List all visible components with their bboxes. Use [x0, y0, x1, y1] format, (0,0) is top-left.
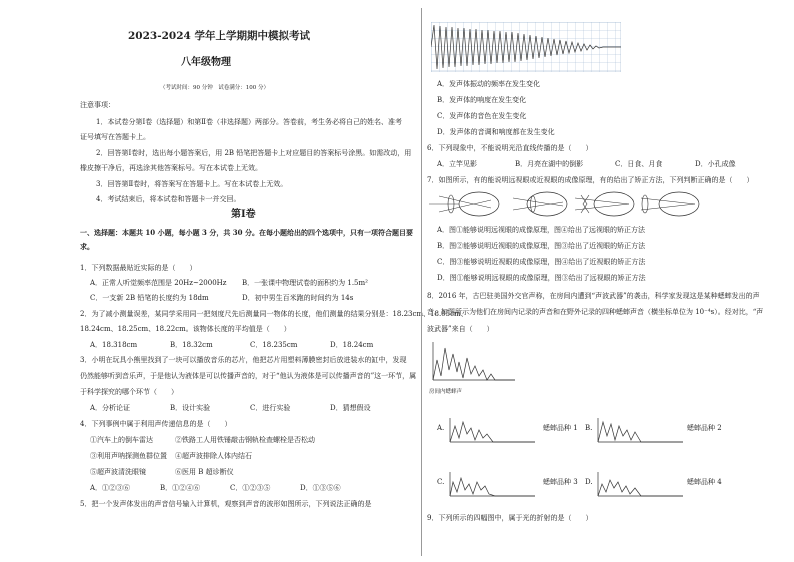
question-stem: 8．2016 年，古巴驻美国外交官声称，在房间内遭到“声波武器”的袭击，科学家发现这是某种蟋蟀发出的声 — [427, 292, 760, 300]
cricket-label: 蟋蟀品种 1 — [543, 424, 578, 432]
option: B．月亮在湖中的倒影 — [515, 160, 584, 168]
option: A．正常人听觉频率范围是 20Hz~2000Hz — [90, 279, 227, 287]
option: C．日食、月食 — [615, 160, 663, 168]
option: B．18.32cm — [170, 341, 213, 349]
room-cricket-label: 房间内蟋蟀声 — [429, 389, 463, 395]
question-stem: 于科学探究的哪个环节（ ） — [80, 388, 178, 396]
question-stem: 9．下列所示的四幅图中，属于光的折射的是（ ） — [427, 514, 593, 522]
note-line: 证号填写在答题卡上。 — [80, 133, 150, 141]
question-stem: 7．如图所示，有的能说明远视眼或近视眼的成像原理，有的给出了矫正方法，下列判断正确的是（ ） — [427, 176, 754, 184]
note-line: 3．回答第Ⅱ卷时，将答案写在答题卡上。写在本试卷上无效。 — [96, 180, 288, 188]
option: D．发声体的音调和响度都在发生变化 — [437, 128, 555, 136]
note-line: 1．本试卷分第Ⅰ卷（选择题）和第Ⅱ卷（非选择题）两部分。答卷前，考生务必将自己的姓名、准考 — [96, 118, 402, 126]
option: D．图①能够说明远视眼的成像原理，图③给出了远视眼的矫正方法 — [437, 274, 646, 282]
eye-diagram-4 — [641, 192, 699, 216]
sound-waveform-figure — [431, 22, 621, 72]
section-heading: 第Ⅰ卷 — [231, 209, 256, 220]
statement: ②铁路工人用铁锤敲击钢轨检查螺栓是否松动 — [175, 436, 315, 444]
option: D．猜想假设 — [330, 404, 371, 412]
option: A．18.318cm — [90, 341, 138, 349]
cricket-waveform-4 — [595, 470, 685, 500]
exam-subject: 八年级物理 — [181, 57, 231, 68]
cricket-waveform-1 — [447, 416, 537, 446]
option-label: C. — [437, 478, 445, 486]
question-stem: 2．为了减小测量误差，某同学采用同一把刻度尺先后测量同一物体的长度，他们测量的结果分别是：18.23cm、18.05cm、 — [80, 310, 468, 318]
question-stem: 18.24cm、18.25cm、18.22cm。该物体长度的平均值是（ ） — [80, 325, 291, 333]
option: B．图②能够说明近视眼的成像原理，图③给出了近视眼的矫正方法 — [437, 242, 646, 250]
question-stem: 3．小明在玩具小熊里找到了一块可以播放音乐的芯片，他把芯片用塑料薄膜密封后放进装水的缸中，发现 — [80, 356, 407, 364]
option-label: A. — [437, 424, 445, 432]
question-stem: 4．下列事例中属于利用声传递信息的是（ ） — [80, 420, 232, 428]
question-stem: 波武器”来自（ ） — [427, 325, 494, 333]
note-line: 橡皮擦干净后，再选涂其他答案标号。写在本试卷上无效。 — [80, 164, 262, 172]
cricket-waveform-2 — [595, 416, 685, 446]
option: A．立竿见影 — [437, 160, 478, 168]
statement: ⑥医用 B 超诊断仪 — [175, 468, 234, 476]
note-line: 4．考试结束后，将本试卷和答题卡一并交回。 — [96, 195, 241, 203]
option: B．发声体的响度在发生变化 — [437, 96, 527, 104]
note-line: 2．回答第Ⅰ卷时，选出每小题答案后，用 2B 铅笔把答题卡上对应题目的答案标号涂黑。如需改动，用 — [96, 149, 412, 157]
exam-info: （考试时间：90 分钟 试卷满分：100 分） — [160, 85, 269, 91]
option: A．①②③⑥ — [90, 484, 131, 492]
cricket-waveform-3 — [447, 470, 537, 500]
column-divider — [421, 8, 422, 556]
eye-diagram-2 — [513, 192, 567, 216]
eye-diagrams-figure — [429, 190, 729, 218]
statement: ⑤超声波清洗眼镜 — [90, 468, 146, 476]
option-label: D. — [585, 478, 593, 486]
section-instruction: 一、选择题：本题共 10 小题，每小题 3 分，共 30 分。在每小题给出的四个选项中，只有一项符合题目要 — [80, 228, 413, 237]
eye-diagram-3 — [575, 192, 634, 216]
option: C．一支新 2B 铅笔的长度约为 18dm — [90, 294, 209, 302]
option: D．18.24cm — [330, 341, 374, 349]
section-instruction: 求。 — [80, 242, 94, 251]
question-stem: 音。如图所示为他们在房间内记录的声音和在野外记录的四种蟋蟀声音（横坐标单位为 10⁻⁴s）。经对比，“声 — [427, 308, 764, 316]
eye-diagram-1 — [429, 192, 499, 216]
option: B．设计实验 — [170, 404, 211, 412]
option: B．①②④⑥ — [160, 484, 201, 492]
right-column — [425, 0, 794, 562]
option: C．①②③⑤ — [230, 484, 271, 492]
option: A．发声体振动的频率在发生变化 — [437, 80, 541, 88]
question-stem: 仍然能够听到音乐声，于是他认为液体是可以传播声音的，对于“他认为液体是可以传播声音的”这一环节，属 — [80, 372, 417, 380]
option-label: B. — [585, 424, 593, 432]
option: C．18.235cm — [250, 341, 298, 349]
cricket-label: 蟋蟀品种 4 — [687, 478, 722, 486]
room-cricket-waveform — [429, 340, 519, 386]
option: D．①③⑤⑥ — [300, 484, 341, 492]
cricket-label: 蟋蟀品种 3 — [543, 478, 578, 486]
option: B．一张课中物理试卷的面积约为 1.5m² — [242, 279, 368, 287]
option: A．图①能够说明远视眼的成像原理，图④给出了远视眼的矫正方法 — [437, 226, 646, 234]
exam-title: 2023-2024 学年上学期期中模拟考试 — [128, 30, 310, 42]
option: A．分析论证 — [90, 404, 131, 412]
option: D．小孔成像 — [695, 160, 736, 168]
statement: ④超声波排除人体内结石 — [175, 452, 252, 460]
question-stem: 5．把一个发声体发出的声音信号输入计算机，观察到声音的波形如图所示，下列说法正确的是 — [80, 500, 372, 508]
notes-heading: 注意事项： — [80, 101, 115, 109]
question-stem: 1．下列数据最贴近实际的是（ ） — [80, 264, 197, 272]
option: C．图③能够说明近视眼的成像原理，图④给出了近视眼的矫正方法 — [437, 258, 646, 266]
option: C．进行实验 — [250, 404, 291, 412]
option: C．发声体的音色在发生变化 — [437, 112, 527, 120]
question-stem: 6．下列现象中，不能说明光沿直线传播的是（ ） — [427, 144, 593, 152]
option: D．初中男生百米跑的时间约为 14s — [242, 294, 354, 302]
cricket-label: 蟋蟀品种 2 — [687, 424, 722, 432]
statement: ③利用声呐探测鱼群位置 — [90, 452, 167, 460]
statement: ①汽车上的倒车雷达 — [90, 436, 153, 444]
